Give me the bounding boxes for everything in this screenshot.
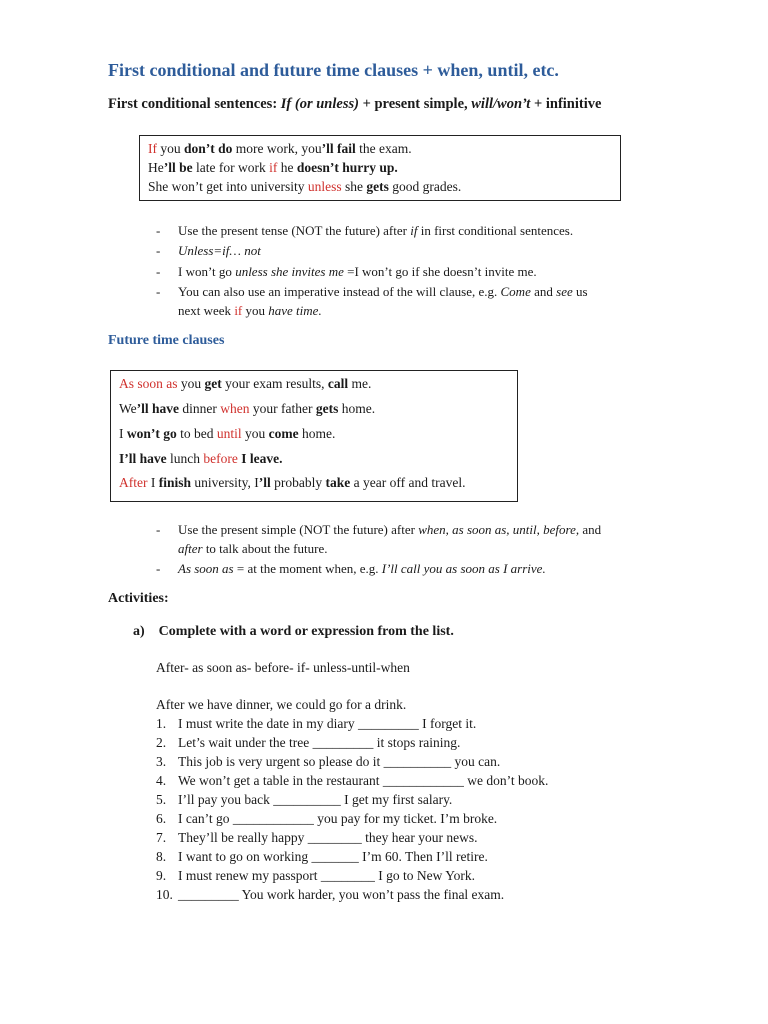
page-title: First conditional and future time clauses + when, until, etc. <box>108 60 559 80</box>
activity-instruction <box>133 624 454 640</box>
exercise-item: 9. I must renew my passport ________ I go to New York. <box>156 868 475 883</box>
example-sentence: If you don’t do more work, you’ll fail the exam. <box>148 141 412 156</box>
example-sentence: As soon as you get your exam results, call me. <box>119 376 372 391</box>
section-heading-first-conditional: First conditional sentences: If (or unless) + present simple, will/won’t + infinitive <box>108 96 602 112</box>
exercise-item: 8. I want to go on working _______ I’m 60. Then I’ll retire. <box>156 849 488 864</box>
exercise-item: 6. I can’t go ____________ you pay for my ticket. I’m broke. <box>156 811 498 826</box>
example-sentence: I won’t go to bed until you come home. <box>119 426 336 441</box>
example-sentence: She won’t get into university unless she gets good grades. <box>148 179 462 194</box>
exercise-item: 2. Let’s wait under the tree _________ it stops raining. <box>156 735 461 750</box>
exercise-item: 4. We won’t get a table in the restaurant ____________ we don’t book. <box>156 773 549 788</box>
section-heading-future-time-clauses: Future time clauses <box>108 333 225 348</box>
example-box-future-time <box>110 370 518 502</box>
exercise-item: 7. They’ll be really happy ________ they hear your news. <box>156 830 478 845</box>
example-answer: After we have dinner, we could go for a drink. <box>156 697 407 712</box>
example-sentence: After I finish university, I’ll probably take a year off and travel. <box>119 475 466 490</box>
example-box-conditional <box>139 135 621 201</box>
example-sentence: We’ll have dinner when your father gets home. <box>119 401 376 416</box>
example-sentence: I’ll have lunch before I leave. <box>119 451 283 466</box>
activity-label: a) <box>133 624 145 639</box>
exercise-item: 1. I must write the date in my diary _________ I forget it. <box>156 716 477 731</box>
example-sentence: He’ll be late for work if he doesn’t hurry up. <box>148 160 398 175</box>
word-list: After- as soon as- before- if- unless-until-when <box>156 660 410 675</box>
exercise-item: 5. I’ll pay you back __________ I get my first salary. <box>156 792 453 807</box>
exercise-item: 3. This job is very urgent so please do it __________ you can. <box>156 754 501 769</box>
activity-text: Complete with a word or expression from the list. <box>158 624 454 639</box>
activities-heading: Activities: <box>108 591 169 606</box>
exercise-item: 10. _________ You work harder, you won’t pass the final exam. <box>156 887 505 902</box>
